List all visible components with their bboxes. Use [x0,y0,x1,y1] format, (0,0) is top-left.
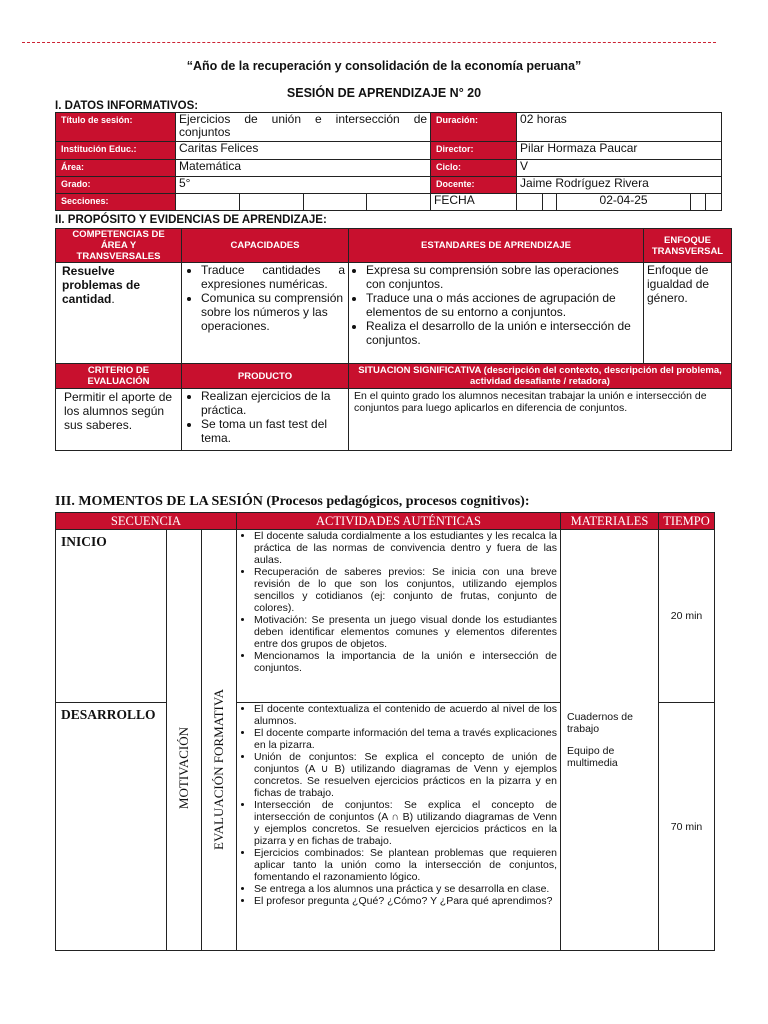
momentos-table [55,512,715,951]
producto-cell [182,389,349,451]
fecha-value: 02-04-25 [557,194,691,211]
duracion-label: Duración: [431,113,517,142]
institucion-label: Institución Educ.: [56,142,176,160]
materiales-item: Cuadernos de trabajo [567,711,633,735]
inicio-activities [237,530,561,703]
activity-item: • El docente comparte información del tema a través explicaciones en la pizarra. [254,727,557,751]
year-motto: “Año de la recuperación y consolidación de la economía peruana” [186,59,582,73]
activity-item: • Motivación: Se presenta un juego visual donde los estudiantes deben identificar elementos comunes y elementos diferentes entre dos grupos de objetos. [254,614,557,650]
proposito-table [55,228,732,451]
evaluacion-label: EVALUACIÓN FORMATIVA [211,689,226,850]
capacidades-cell [182,263,349,364]
secciones-label: Secciones: [56,194,176,211]
header-enfoque: ENFOQUE TRANSVERSAL [644,229,732,263]
producto-item: • Realizan ejercicios de la práctica. [201,389,345,417]
ciclo-value: V [517,160,722,177]
activity-item: • Recuperación de saberes previos: Se inicia con una breve revisión de lo que son los conjuntos, utilizando ejemplos sencillos y cotidianos (ej: conjunto de frutas, conjunto de colores). [254,566,557,614]
header-producto: PRODUCTO [182,364,349,389]
activity-item: • Unión de conjuntos: Se explica el concepto de unión de conjuntos (A ∪ B) utilizando diagramas de Venn y ejemplos concretos. Se resuelven ejercicios prácticos en la pizarra y en fichas de trabajo. [254,751,557,799]
activity-item: • Se entrega a los alumnos una práctica y se desarrolla en clase. [254,883,557,895]
materiales-cell [561,530,659,951]
fecha-cell [517,194,543,211]
ciclo-label: Ciclo: [431,160,517,177]
datos-table [55,112,722,211]
fecha-cell [706,194,722,211]
desarrollo-label: DESARROLLO [56,703,167,951]
estandar-item: • Traduce una o más acciones de agrupación de elementos de su entorno a conjuntos. [366,291,640,319]
fecha-label: FECHA [431,194,517,211]
fecha-cell [691,194,706,211]
header-competencias: COMPETENCIAS DE ÁREA Y TRANSVERSALES [56,229,182,263]
header-actividades: ACTIVIDADES AUTÉNTICAS [237,513,561,530]
section-heading-momentos: III. MOMENTOS DE LA SESIÓN (Procesos pedagógicos, procesos cognitivos): [55,494,530,509]
grado-label: Grado: [56,177,176,194]
motivacion-column [167,530,202,951]
section-heading-datos: I. DATOS INFORMATIVOS: [55,100,199,112]
competencia-end: . [111,292,115,306]
tiempo-inicio: 20 min [659,530,715,703]
header-estandares: ESTANDARES DE APRENDIZAJE [349,229,644,263]
situacion-value: En el quinto grado los alumnos necesitan trabajar la unión e intersección de conjuntos para luego aplicarlos en diferencia de conjuntos. [349,389,732,451]
capacidad-item: • Comunica su comprensión sobre los números y las operaciones. [201,291,345,333]
activity-item: • El docente contextualiza el contenido de acuerdo al nivel de los alumnos. [254,703,557,727]
area-label: Área: [56,160,176,177]
director-value: Pilar Hormaza Paucar [517,142,722,160]
activity-item: • El profesor pregunta ¿Qué? ¿Cómo? Y ¿Para qué aprendimos? [254,895,557,907]
competencia-cell [56,263,182,364]
docente-value: Jaime Rodríguez Rivera [517,177,722,194]
fecha-cell [543,194,557,211]
director-label: Director: [431,142,517,160]
area-value: Matemática [176,160,431,177]
materiales-item: Equipo de multimedia [567,745,618,769]
header-tiempo: TIEMPO [659,513,715,530]
header-materiales: MATERIALES [561,513,659,530]
grado-value: 5° [176,177,431,194]
institucion-value: Caritas Felices [176,142,431,160]
docente-label: Docente: [431,177,517,194]
titulo-label: Título de sesión: [56,113,176,142]
producto-item: • Se toma un fast test del tema. [201,417,345,445]
tiempo-desarrollo: 70 min [659,703,715,951]
page-title: SESIÓN DE APRENDIZAJE N° 20 [286,86,482,100]
motivacion-label: MOTIVACIÓN [176,726,191,810]
seccion-cell [367,194,431,211]
header-secuencia: SECUENCIA [56,513,237,530]
estandar-item: • Realiza el desarrollo de la unión e intersección de conjuntos. [366,319,640,347]
activity-item: • Mencionamos la importancia de la unión e intersección de conjuntos. [254,650,557,674]
seccion-cell [240,194,304,211]
duracion-value: 02 horas [517,113,722,142]
enfoque-value: Enfoque de igualdad de género. [644,263,732,364]
seccion-cell [176,194,240,211]
section-heading-proposito: II. PROPÓSITO Y EVIDENCIAS DE APRENDIZAJE: [55,214,327,226]
competencia-text: Resuelve problemas de cantidad [62,264,141,306]
header-situacion: SITUACION SIGNIFICATIVA (descripción del contexto, descripción del problema, actividad desafiante / retadora) [349,364,732,389]
activity-item: • El docente saluda cordialmente a los estudiantes y les recalca la práctica de las normas de convivencia dentro y fuera de las aulas. [254,530,557,566]
estandares-cell [349,263,644,364]
capacidad-item: • Traduce cantidades a expresiones numéricas. [201,263,345,291]
header-capacidades: CAPACIDADES [182,229,349,263]
header-criterio: CRITERIO DE EVALUACIÓN [56,364,182,389]
inicio-label: INICIO [56,530,167,703]
desarrollo-activities [237,703,561,951]
titulo-value: Ejercicios de unión e intersección de conjuntos [176,113,431,142]
activity-item: • Intersección de conjuntos: Se explica el concepto de intersección de conjuntos (A ∩ B) utilizando diagramas de Venn y ejemplos concretos. Se resuelven ejercicios prácticos en la pizarra y en fichas de trabajo. [254,799,557,847]
activity-item: • Ejercicios combinados: Se plantean problemas que requieren aplicar tanto la unión como la intersección de conjuntos, fomentando el razonamiento lógico. [254,847,557,883]
evaluacion-column [202,530,237,951]
seccion-cell [304,194,367,211]
criterio-value: Permitir el aporte de los alumnos según sus saberes. [56,389,182,451]
estandar-item: • Expresa su comprensión sobre las operaciones con conjuntos. [366,263,640,291]
top-dashed-divider [22,42,716,43]
